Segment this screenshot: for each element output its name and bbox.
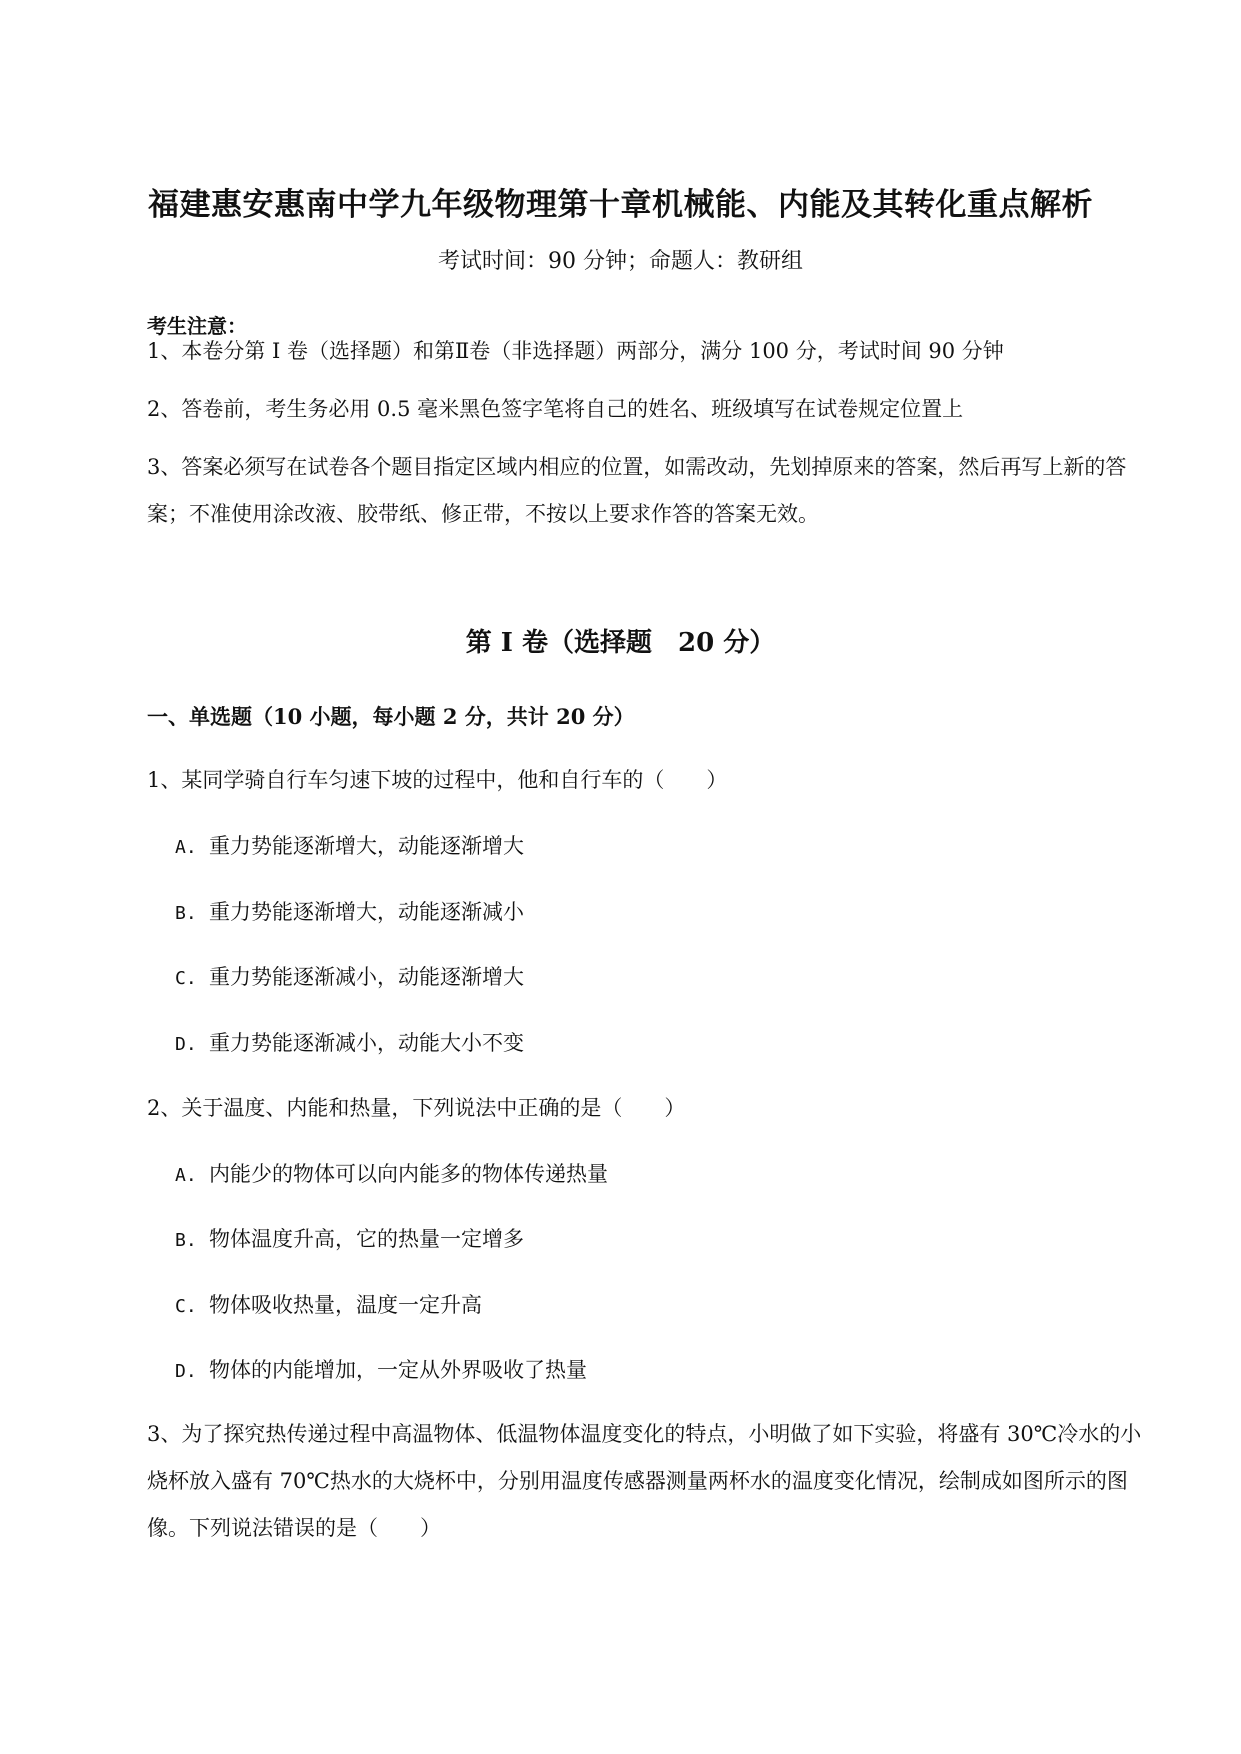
option-text: 物体的内能增加，一定从外界吸收了热量: [209, 1358, 587, 1382]
notice-item-3: 3、答案必须写在试卷各个题目指定区域内相应的位置，如需改动，先划掉原来的答案，然后再写上新的答案；不准使用涂改液、胶带纸、修正带，不按以上要求作答的答案无效。: [147, 455, 1127, 526]
question-1-option-c: [175, 958, 524, 998]
question-1-option-b: [175, 893, 524, 933]
question-1-stem: 1、某同学骑自行车匀速下坡的过程中，他和自行车的（ ）: [147, 768, 728, 792]
option-letter: B.: [175, 1230, 197, 1251]
document-subtitle: 考试时间：90 分钟；命题人：教研组: [438, 249, 803, 274]
option-text: 重力势能逐渐增大，动能逐渐增大: [209, 834, 524, 858]
question-3-stem: 3、为了探究热传递过程中高温物体、低温物体温度变化的特点，小明做了如下实验，将盛有 30℃冷水的小烧杯放入盛有 70℃热水的大烧杯中，分别用温度传感器测量两杯水的温度变化情况，绘制成如图所示的图像。下列说法错误的是（ ）: [147, 1422, 1142, 1540]
question-1-option-a: [175, 827, 524, 867]
part-heading: 一、单选题（10 小题，每小题 2 分，共计 20 分）: [147, 704, 635, 729]
option-letter: A.: [175, 1165, 197, 1186]
option-text: 重力势能逐渐减小，动能大小不变: [209, 1031, 524, 1055]
question-2-option-a: [175, 1155, 608, 1195]
option-letter: D.: [175, 1361, 197, 1382]
section-title: 第 I 卷（选择题 20 分）: [465, 628, 776, 658]
option-letter: D.: [175, 1034, 197, 1055]
question-1-option-d: [175, 1024, 524, 1064]
option-text: 物体温度升高，它的热量一定增多: [209, 1227, 524, 1251]
option-letter: C.: [175, 1296, 197, 1317]
question-2-option-b: [175, 1220, 524, 1260]
notice-heading: 考生注意：: [147, 314, 247, 338]
notice-item-1: 1、本卷分第 I 卷（选择题）和第Ⅱ卷（非选择题）两部分，满分 100 分，考试时间 90 分钟: [147, 339, 1004, 363]
option-text: 物体吸收热量，温度一定升高: [209, 1293, 482, 1317]
option-letter: B.: [175, 903, 197, 924]
question-2-option-d: [175, 1351, 587, 1391]
notice-item-2: 2、答卷前，考生务必用 0.5 毫米黑色签字笔将自己的姓名、班级填写在试卷规定位置上: [147, 397, 964, 421]
option-text: 重力势能逐渐增大，动能逐渐减小: [209, 900, 524, 924]
option-letter: A.: [175, 837, 197, 858]
option-text: 内能少的物体可以向内能多的物体传递热量: [209, 1162, 608, 1186]
option-text: 重力势能逐渐减小，动能逐渐增大: [209, 965, 524, 989]
question-2-stem: 2、关于温度、内能和热量，下列说法中正确的是（ ）: [147, 1096, 686, 1120]
document-title: 福建惠安惠南中学九年级物理第十章机械能、内能及其转化重点解析: [148, 187, 1093, 223]
option-letter: C.: [175, 968, 197, 989]
question-2-option-c: [175, 1286, 482, 1326]
